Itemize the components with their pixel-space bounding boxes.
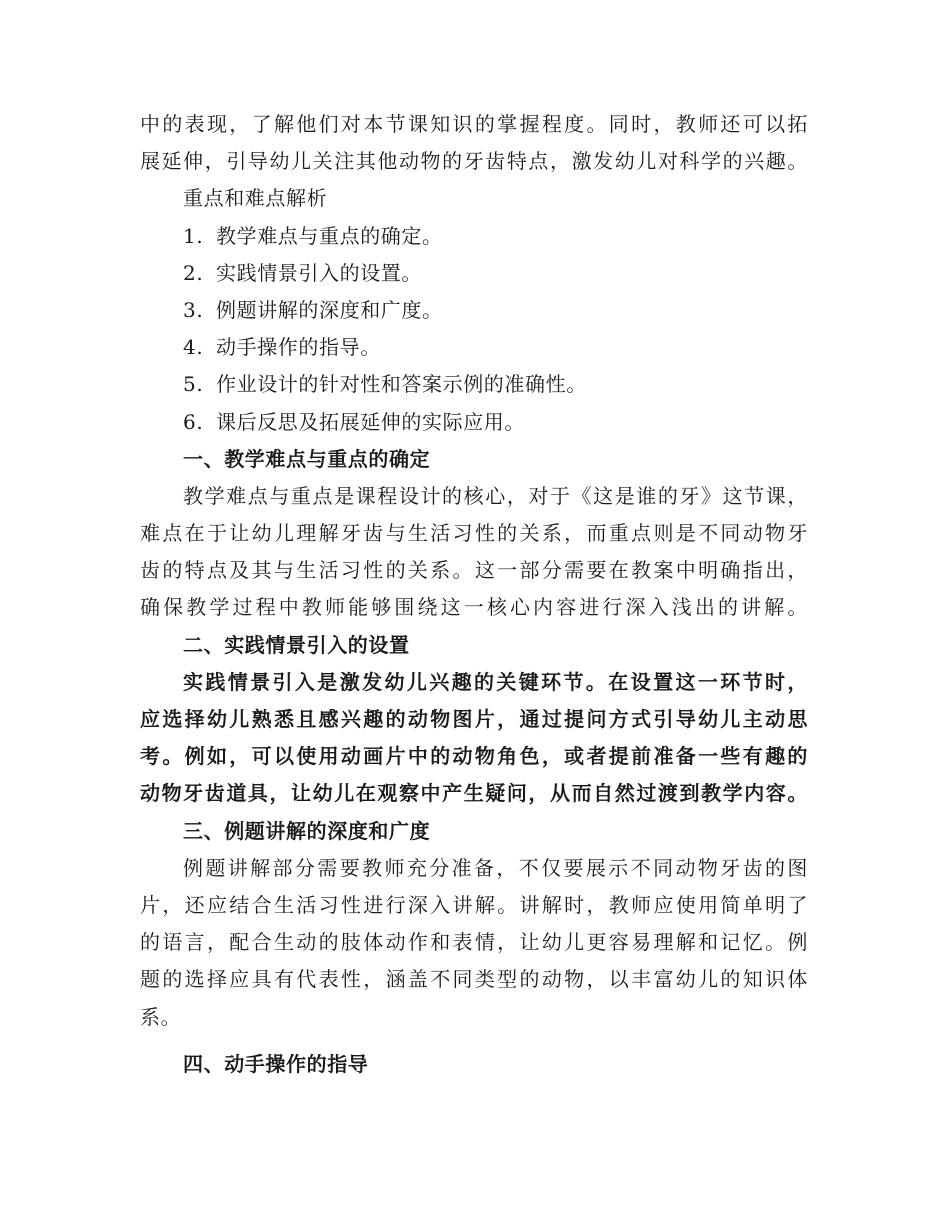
paragraph-line: 确保教学过程中教师能够围绕这一核心内容进行深入浅出的讲解。 — [140, 595, 808, 620]
key-points-list — [140, 218, 808, 441]
paragraph-line: 题的选择应具有代表性，涵盖不同类型的动物，以丰富幼儿的知识体 — [140, 967, 808, 992]
list-item-text: 作业设计的针对性和答案示例的准确性。 — [216, 372, 587, 397]
paragraph-line: 动物牙齿道具，让幼儿在观察中产生疑问，从而自然过渡到教学内容。 — [140, 781, 808, 806]
list-item-number: 5. — [183, 372, 204, 397]
list-item-number: 3. — [183, 297, 204, 322]
list-item-number: 4. — [183, 335, 204, 360]
list-item — [140, 366, 808, 403]
paragraph-line: 的语言，配合生动的肢体动作和表情，让幼儿更容易理解和记忆。例 — [140, 930, 808, 955]
intro-line-1: 中的表现，了解他们对本节课知识的掌握程度。同时，教师还可以拓 — [140, 112, 808, 136]
list-item — [140, 218, 808, 255]
paragraph-line: 教学难点与重点是课程设计的核心，对于《这是谁的牙》这节课， — [183, 483, 808, 508]
list-item-text: 例题讲解的深度和广度。 — [216, 297, 443, 322]
list-item — [140, 292, 808, 329]
paragraph-line: 难点在于让幼儿理解牙齿与生活习性的关系，而重点则是不同动物牙 — [140, 521, 808, 546]
section-2-heading: 二、实践情景引入的设置 — [183, 632, 410, 657]
document-page — [140, 106, 808, 1083]
intro-line-2: 展延伸，引导幼儿关注其他动物的牙齿特点，激发幼儿对科学的兴趣。 — [140, 149, 808, 174]
section-3-paragraph — [140, 850, 808, 1036]
section-2-paragraph — [140, 664, 808, 813]
section-1-heading: 一、教学难点与重点的确定 — [183, 446, 431, 471]
paragraph-line: 系。 — [140, 1004, 182, 1029]
paragraph-line: 实践情景引入是激发幼儿兴趣的关键环节。在设置这一环节时， — [183, 669, 808, 694]
list-item — [140, 255, 808, 292]
section-4-heading: 四、动手操作的指导 — [183, 1051, 369, 1076]
list-item-number: 2. — [183, 260, 204, 285]
key-points-heading: 重点和难点解析 — [183, 186, 328, 211]
list-item — [140, 404, 808, 441]
list-item-number: 6. — [183, 409, 204, 434]
list-item-text: 实践情景引入的设置。 — [216, 260, 422, 285]
list-item-text: 教学难点与重点的确定。 — [216, 223, 443, 248]
section-3-heading: 三、例题讲解的深度和广度 — [183, 818, 431, 843]
paragraph-line: 片，还应结合生活习性进行深入讲解。讲解时，教师应使用简单明了 — [140, 892, 808, 917]
list-item — [140, 329, 808, 366]
paragraph-line: 齿的特点及其与生活习性的关系。这一部分需要在教案中明确指出， — [140, 558, 808, 583]
section-1-paragraph — [140, 478, 808, 627]
paragraph-line: 例题讲解部分需要教师充分准备，不仅要展示不同动物牙齿的图 — [183, 855, 808, 880]
list-item-text: 动手操作的指导。 — [216, 335, 381, 360]
list-item-number: 1. — [183, 223, 204, 248]
paragraph-line: 考。例如，可以使用动画片中的动物角色，或者提前准备一些有趣的 — [140, 744, 808, 769]
list-item-text: 课后反思及拓展延伸的实际应用。 — [216, 409, 525, 434]
paragraph-line: 应选择幼儿熟悉且感兴趣的动物图片，通过提问方式引导幼儿主动思 — [140, 707, 808, 731]
